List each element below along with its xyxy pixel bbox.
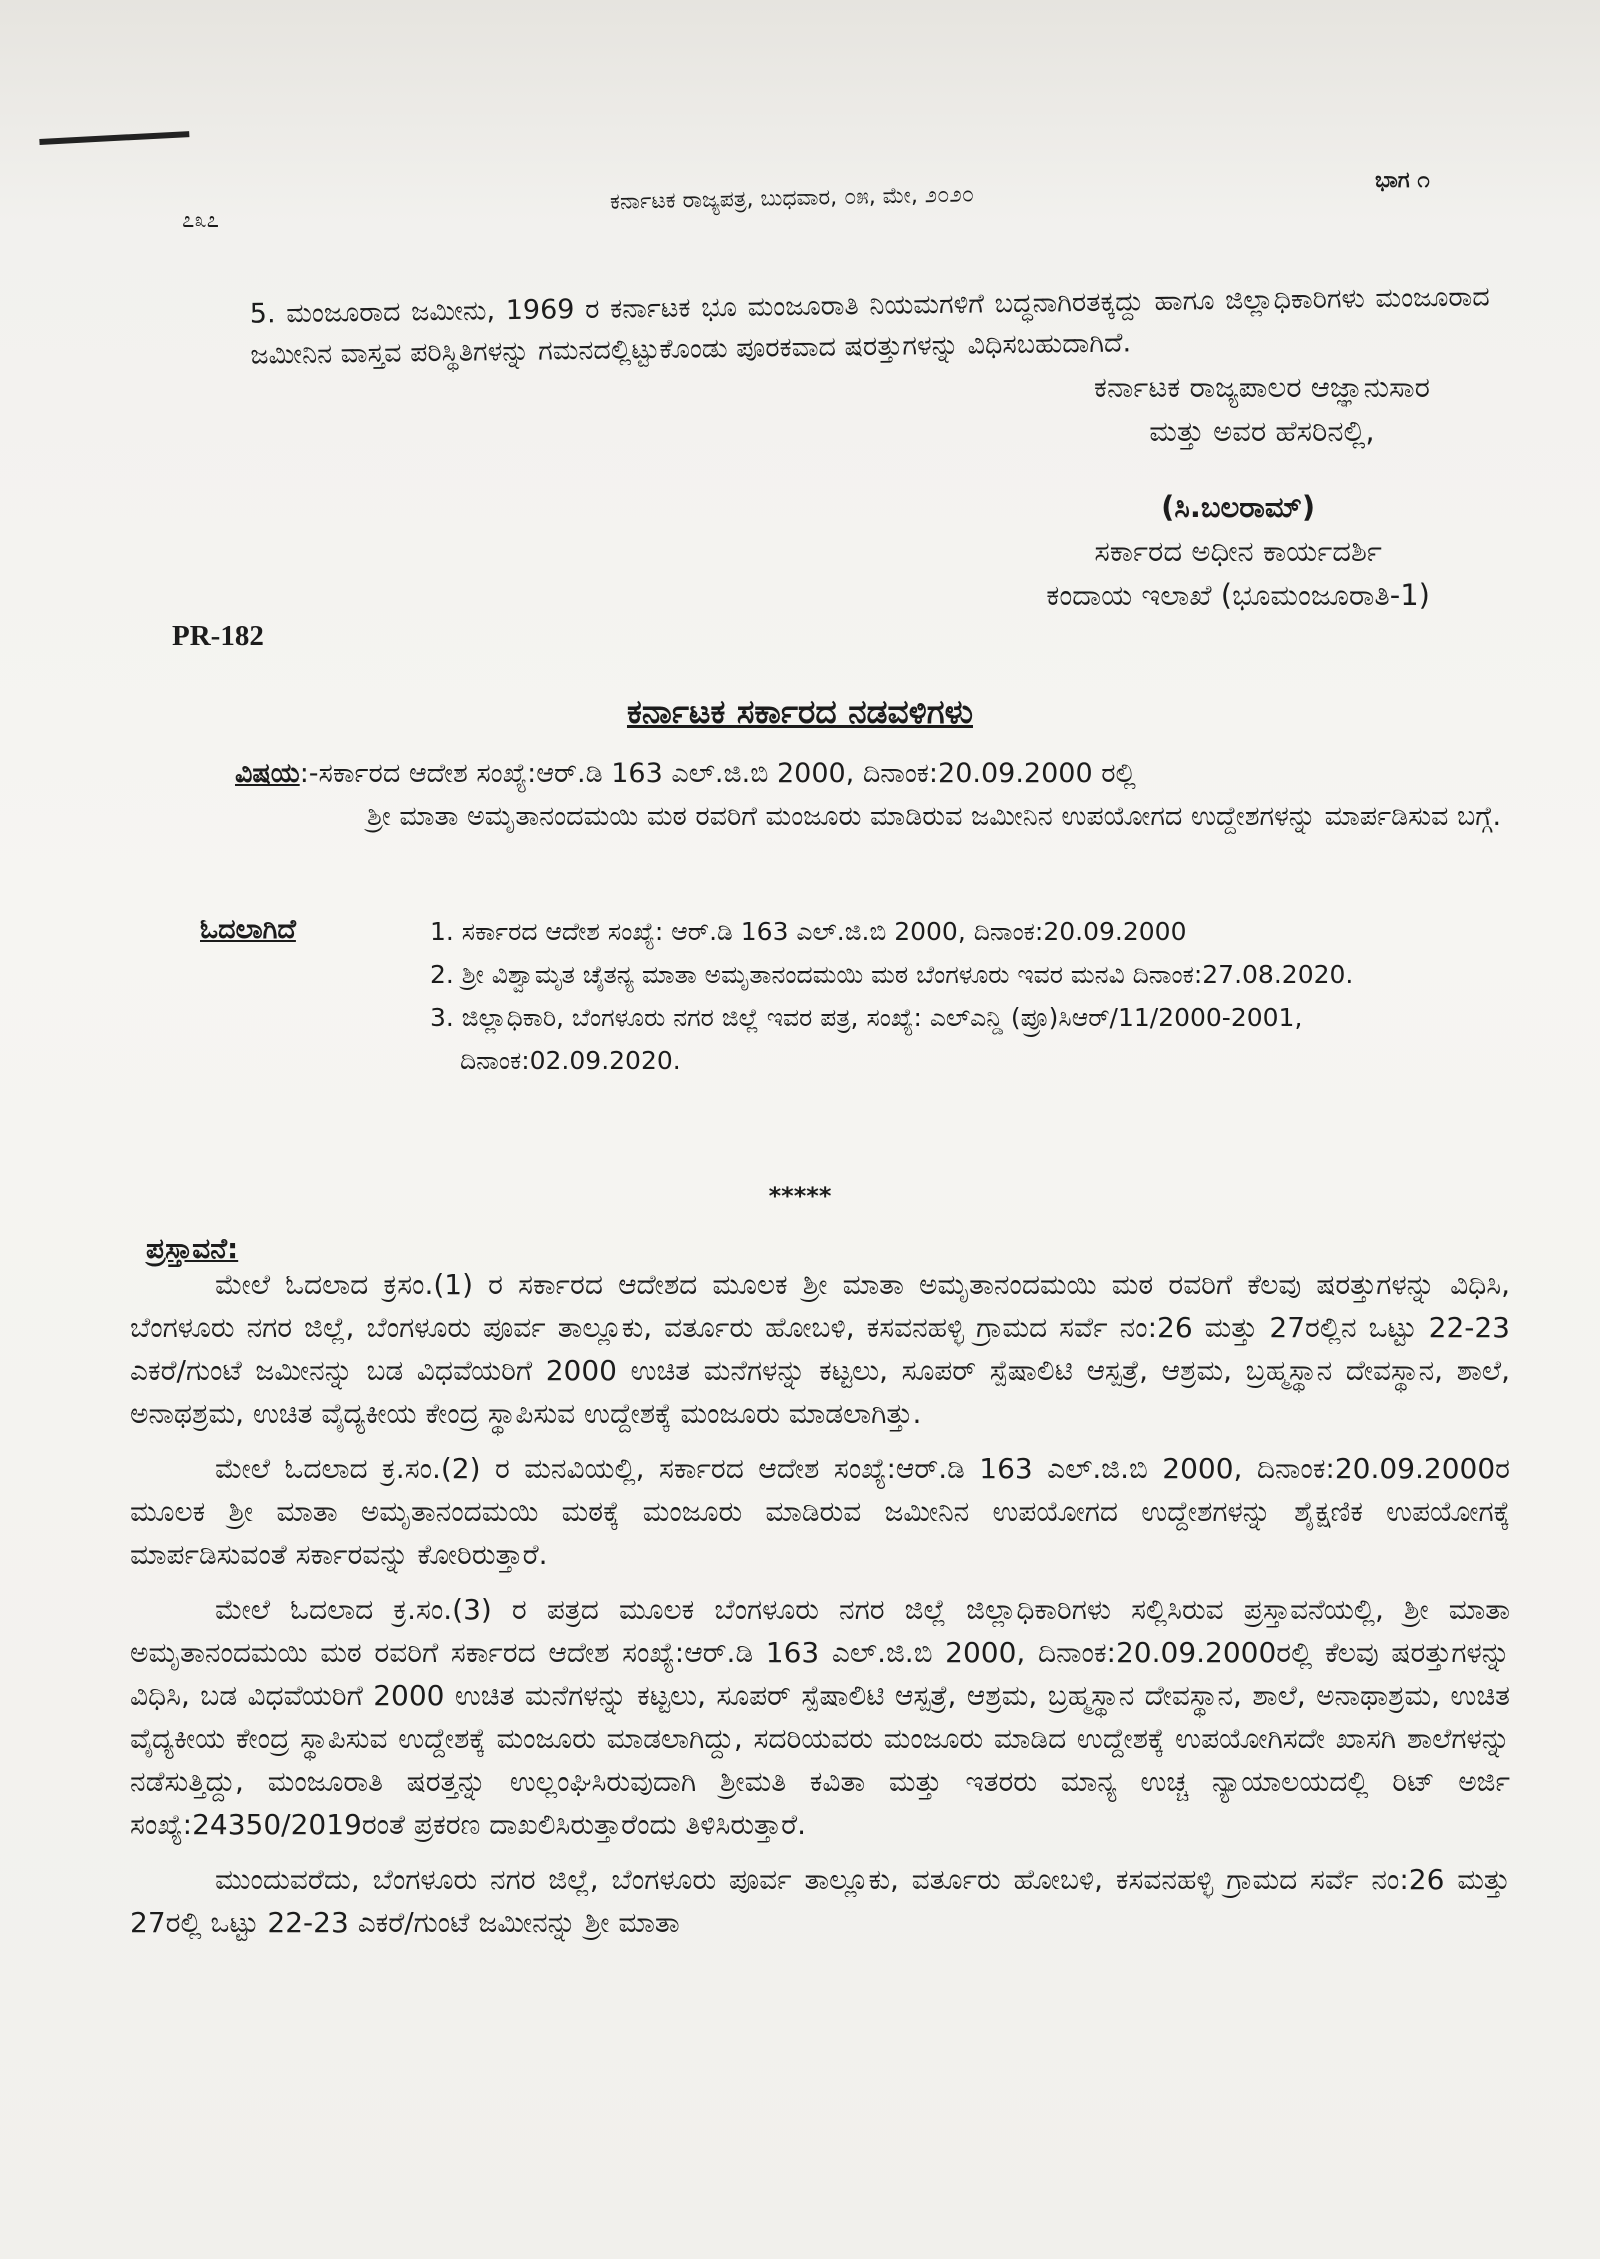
subject [235,752,1535,838]
preamble-paragraph: ಮುಂದುವರೆದು, ಬೆಂಗಳೂರು ನಗರ ಜಿಲ್ಲೆ, ಬೆಂಗಳೂರು ಪೂರ್ವ ತಾಲ್ಲೂಕು, ವರ್ತೂರು ಹೋಬಳಿ, ಕಸವನಹಳ್ಳಿ ಗ್ರಾಮದ ಸರ್ವೆ ನಂ:26 ಮತ್ತು 27ರಲ್ಲಿ ಒಟ್ಟು 22-23 ಎಕರೆ/ಗುಂಟೆ ಜಮೀನನ್ನು ಶ್ರೀ ಮಾತಾ [130,1863,1510,1939]
preamble-paragraph: ಮೇಲೆ ಓದಲಾದ ಕ್ರ.ಸಂ.(2) ರ ಮನವಿಯಲ್ಲಿ, ಸರ್ಕಾರದ ಆದೇಶ ಸಂಖ್ಯೆ:ಆರ್.ಡಿ 163 ಎಲ್.ಜಿ.ಬಿ 2000, ದಿನಾಂಕ:20.09.2000ರ ಮೂಲಕ ಶ್ರೀ ಮಾತಾ ಅಮೃತಾನಂದಮಯಿ ಮಠಕ್ಕೆ ಮಂಜೂರು ಮಾಡಿರುವ ಜಮೀನಿನ ಉಪಯೋಗದ ಉದ್ದೇಶಗಳನ್ನು ಶೈಕ್ಷಣಿಕ ಉಪಯೋಗಕ್ಕೆ ಮಾರ್ಪಡಿಸುವಂತೆ ಸರ್ಕಾರವನ್ನು ಕೋರಿರುತ್ತಾರೆ. [130,1452,1510,1571]
signatory-designation: ಸರ್ಕಾರದ ಅಧೀನ ಕಾರ್ಯದರ್ಶಿ [1094,534,1382,568]
previous-clause: 5. ಮಂಜೂರಾದ ಜಮೀನು, 1969 ರ ಕರ್ನಾಟಕ ಭೂ ಮಂಜೂರಾತಿ ನಿಯಮಗಳಿಗೆ ಬದ್ಧನಾಗಿರತಕ್ಕದ್ದು ಹಾಗೂ ಜಿಲ್ಲಾಧಿಕಾರಿಗಳು ಮಂಜೂರಾದ ಜಮೀನಿನ ವಾಸ್ತವ ಪರಿಸ್ಥಿತಿಗಳನ್ನು ಗಮನದಲ್ಲಿಟ್ಟುಕೊಂಡು ಪೂರಕವಾದ ಷರತ್ತುಗಳನ್ನು ವಿಧಿಸಬಹುದಾಗಿದೆ. [249,281,1490,371]
signatory-name: (ಸಿ.ಬಲರಾಮ್) [1161,490,1316,524]
signature-authority [1094,365,1430,453]
preamble-paragraph: ಮೇಲೆ ಓದಲಾದ ಕ್ರಸಂ.(1) ರ ಸರ್ಕಾರದ ಆದೇಶದ ಮೂಲಕ ಶ್ರೀ ಮಾತಾ ಅಮೃತಾನಂದಮಯಿ ಮಠ ರವರಿಗೆ ಕೆಲವು ಷರತ್ತುಗಳನ್ನು ವಿಧಿಸಿ, ಬೆಂಗಳೂರು ನಗರ ಜಿಲ್ಲೆ, ಬೆಂಗಳೂರು ಪೂರ್ವ ತಾಲ್ಲೂಕು, ವರ್ತೂರು ಹೋಬಳಿ, ಕಸವನಹಳ್ಳಿ ಗ್ರಾಮದ ಸರ್ವೆ ನಂ:26 ಮತ್ತು 27ರಲ್ಲಿನ ಒಟ್ಟು 22-23 ಎಕರೆ/ಗುಂಟೆ ಜಮೀನನ್ನು ಬಡ ವಿಧವೆಯರಿಗೆ 2000 ಉಚಿತ ಮನೆಗಳನ್ನು ಕಟ್ಟಲು, ಸೂಪರ್ ಸ್ಪೆಷಾಲಿಟಿ ಆಸ್ಪತ್ರೆ, ಆಶ್ರಮ, ಬ್ರಹ್ಮಸ್ಥಾನ ದೇವಸ್ಥಾನ, ಶಾಲೆ, ಅನಾಥಶ್ರಮ, ಉಚಿತ ವೈದ್ಯಕೀಯ ಕೇಂದ್ರ ಸ್ಥಾಪಿಸುವ ಉದ್ದೇಶಕ್ಕೆ ಮಂಜೂರು ಮಾಡಲಾಗಿತ್ತು. [130,1268,1510,1430]
gazette-header: ಕರ್ನಾಟಕ ರಾಜ್ಯಪತ್ರ, ಬುಧವಾರ, ೦೫, ಮೇ, ೨೦೨೦ [609,182,975,215]
separator: ***** [768,1182,832,1210]
stamp-mark [39,131,190,169]
subject-text-1: :-ಸರ್ಕಾರದ ಆದೇಶ ಸಂಖ್ಯೆ:ಆರ್.ಡಿ 163 ಎಲ್.ಜಿ.ಬಿ 2000, ದಿನಾಂಕ:20.09.2000 ರಲ್ಲಿ [299,758,1136,789]
signature-line-2: ಮತ್ತು ಅವರ ಹೆಸರಿನಲ್ಲಿ, [1149,414,1375,448]
preamble-body [130,1263,1510,1956]
references-list [430,910,1490,1082]
subject-text-2: ಶ್ರೀ ಮಾತಾ ಅಮೃತಾನಂದಮಯಿ ಮಠ ರವರಿಗೆ ಮಂಜೂರು ಮಾಡಿರುವ ಜಮೀನಿನ ಉಪಯೋಗದ ಉದ್ದೇಶಗಳನ್ನು ಮಾರ್ಪಡಿಸುವ ಬಗ್ಗೆ. [367,801,1502,832]
preamble-paragraph: ಮೇಲೆ ಓದಲಾದ ಕ್ರ.ಸಂ.(3) ರ ಪತ್ರದ ಮೂಲಕ ಬೆಂಗಳೂರು ನಗರ ಜಿಲ್ಲೆ ಜಿಲ್ಲಾಧಿಕಾರಿಗಳು ಸಲ್ಲಿಸಿರುವ ಪ್ರಸ್ತಾವನೆಯಲ್ಲಿ, ಶ್ರೀ ಮಾತಾ ಅಮೃತಾನಂದಮಯಿ ಮಠ ರವರಿಗೆ ಸರ್ಕಾರದ ಆದೇಶ ಸಂಖ್ಯೆ:ಆರ್.ಡಿ 163 ಎಲ್.ಜಿ.ಬಿ 2000, ದಿನಾಂಕ:20.09.2000ರಲ್ಲಿ ಕೆಲವು ಷರತ್ತುಗಳನ್ನು ವಿಧಿಸಿ, ಬಡ ವಿಧವೆಯರಿಗೆ 2000 ಉಚಿತ ಮನೆಗಳನ್ನು ಕಟ್ಟಲು, ಸೂಪರ್ ಸ್ಪೆಷಾಲಿಟಿ ಆಸ್ಪತ್ರೆ, ಆಶ್ರಮ, ಬ್ರಹ್ಮಸ್ಥಾನ ದೇವಸ್ಥಾನ, ಶಾಲೆ, ಅನಾಥಾಶ್ರಮ, ಉಚಿತ ವೈದ್ಯಕೀಯ ಕೇಂದ್ರ ಸ್ಥಾಪಿಸುವ ಉದ್ದೇಶಕ್ಕೆ ಮಂಜೂರು ಮಾಡಲಾಗಿದ್ದು, ಸದರಿಯವರು ಮಂಜೂರು ಮಾಡಿದ ಉದ್ದೇಶಕ್ಕೆ ಉಪಯೋಗಿಸದೇ ಖಾಸಗಿ ಶಾಲೆಗಳನ್ನು ನಡೆಸುತ್ತಿದ್ದು, ಮಂಜೂರಾತಿ ಷರತ್ತನ್ನು ಉಲ್ಲಂಘಿಸಿರುವುದಾಗಿ ಶ್ರೀಮತಿ ಕವಿತಾ ಮತ್ತು ಇತರರು ಮಾನ್ಯ ಉಚ್ಚ ನ್ಯಾಯಾಲಯದಲ್ಲಿ ರಿಟ್ ಅರ್ಜಿ ಸಂಖ್ಯೆ:24350/2019ರಂತೆ ಪ್ರಕರಣ ದಾಖಲಿಸಿರುತ್ತಾರೆಂದು ತಿಳಿಸಿರುತ್ತಾರೆ. [130,1593,1510,1841]
page-number: ೭೩೭ [182,208,219,233]
document-code: PR-182 [172,620,264,652]
reference-item: 3. ಜಿಲ್ಲಾಧಿಕಾರಿ, ಬೆಂಗಳೂರು ನಗರ ಜಿಲ್ಲೆ ಇವರ ಪತ್ರ, ಸಂಖ್ಯೆ: ಎಲ್ಎನ್ಡಿ (ಪ್ರೂ)ಸಿಆರ್/11/2000-2001, ದಿನಾಂಕ:02.09.2020. [430,1003,1303,1075]
reference-item: 2. ಶ್ರೀ ವಿಶ್ವಾಮೃತ ಚೈತನ್ಯ ಮಾತಾ ಅಮೃತಾನಂದಮಯಿ ಮಠ ಬೆಂಗಳೂರು ಇವರ ಮನವಿ ದಿನಾಂಕ:27.08.2020. [430,960,1354,989]
subject-label: ವಿಷಯ [235,758,300,789]
reference-item: 1. ಸರ್ಕಾರದ ಆದೇಶ ಸಂಖ್ಯೆ: ಆರ್.ಡಿ 163 ಎಲ್.ಜಿ.ಬಿ 2000, ದಿನಾಂಕ:20.09.2000 [430,917,1187,946]
signatory [1046,485,1430,617]
part-label: ಭಾಗ ೧ [1375,168,1430,193]
signature-line-1: ಕರ್ನಾಟಕ ರಾಜ್ಯಪಾಲರ ಆಜ್ಞಾನುಸಾರ [1093,370,1430,404]
document-title: ಕರ್ನಾಟಕ ಸರ್ಕಾರದ ನಡವಳಿಗಳು [626,692,973,731]
signatory-department: ಕಂದಾಯ ಇಲಾಖೆ (ಭೂಮಂಜೂರಾತಿ-1) [1046,578,1430,612]
preamble-title: ಪ್ರಸ್ತಾವನೆ: [146,1232,239,1265]
references-label: ಓದಲಾಗಿದೆ [200,914,296,945]
